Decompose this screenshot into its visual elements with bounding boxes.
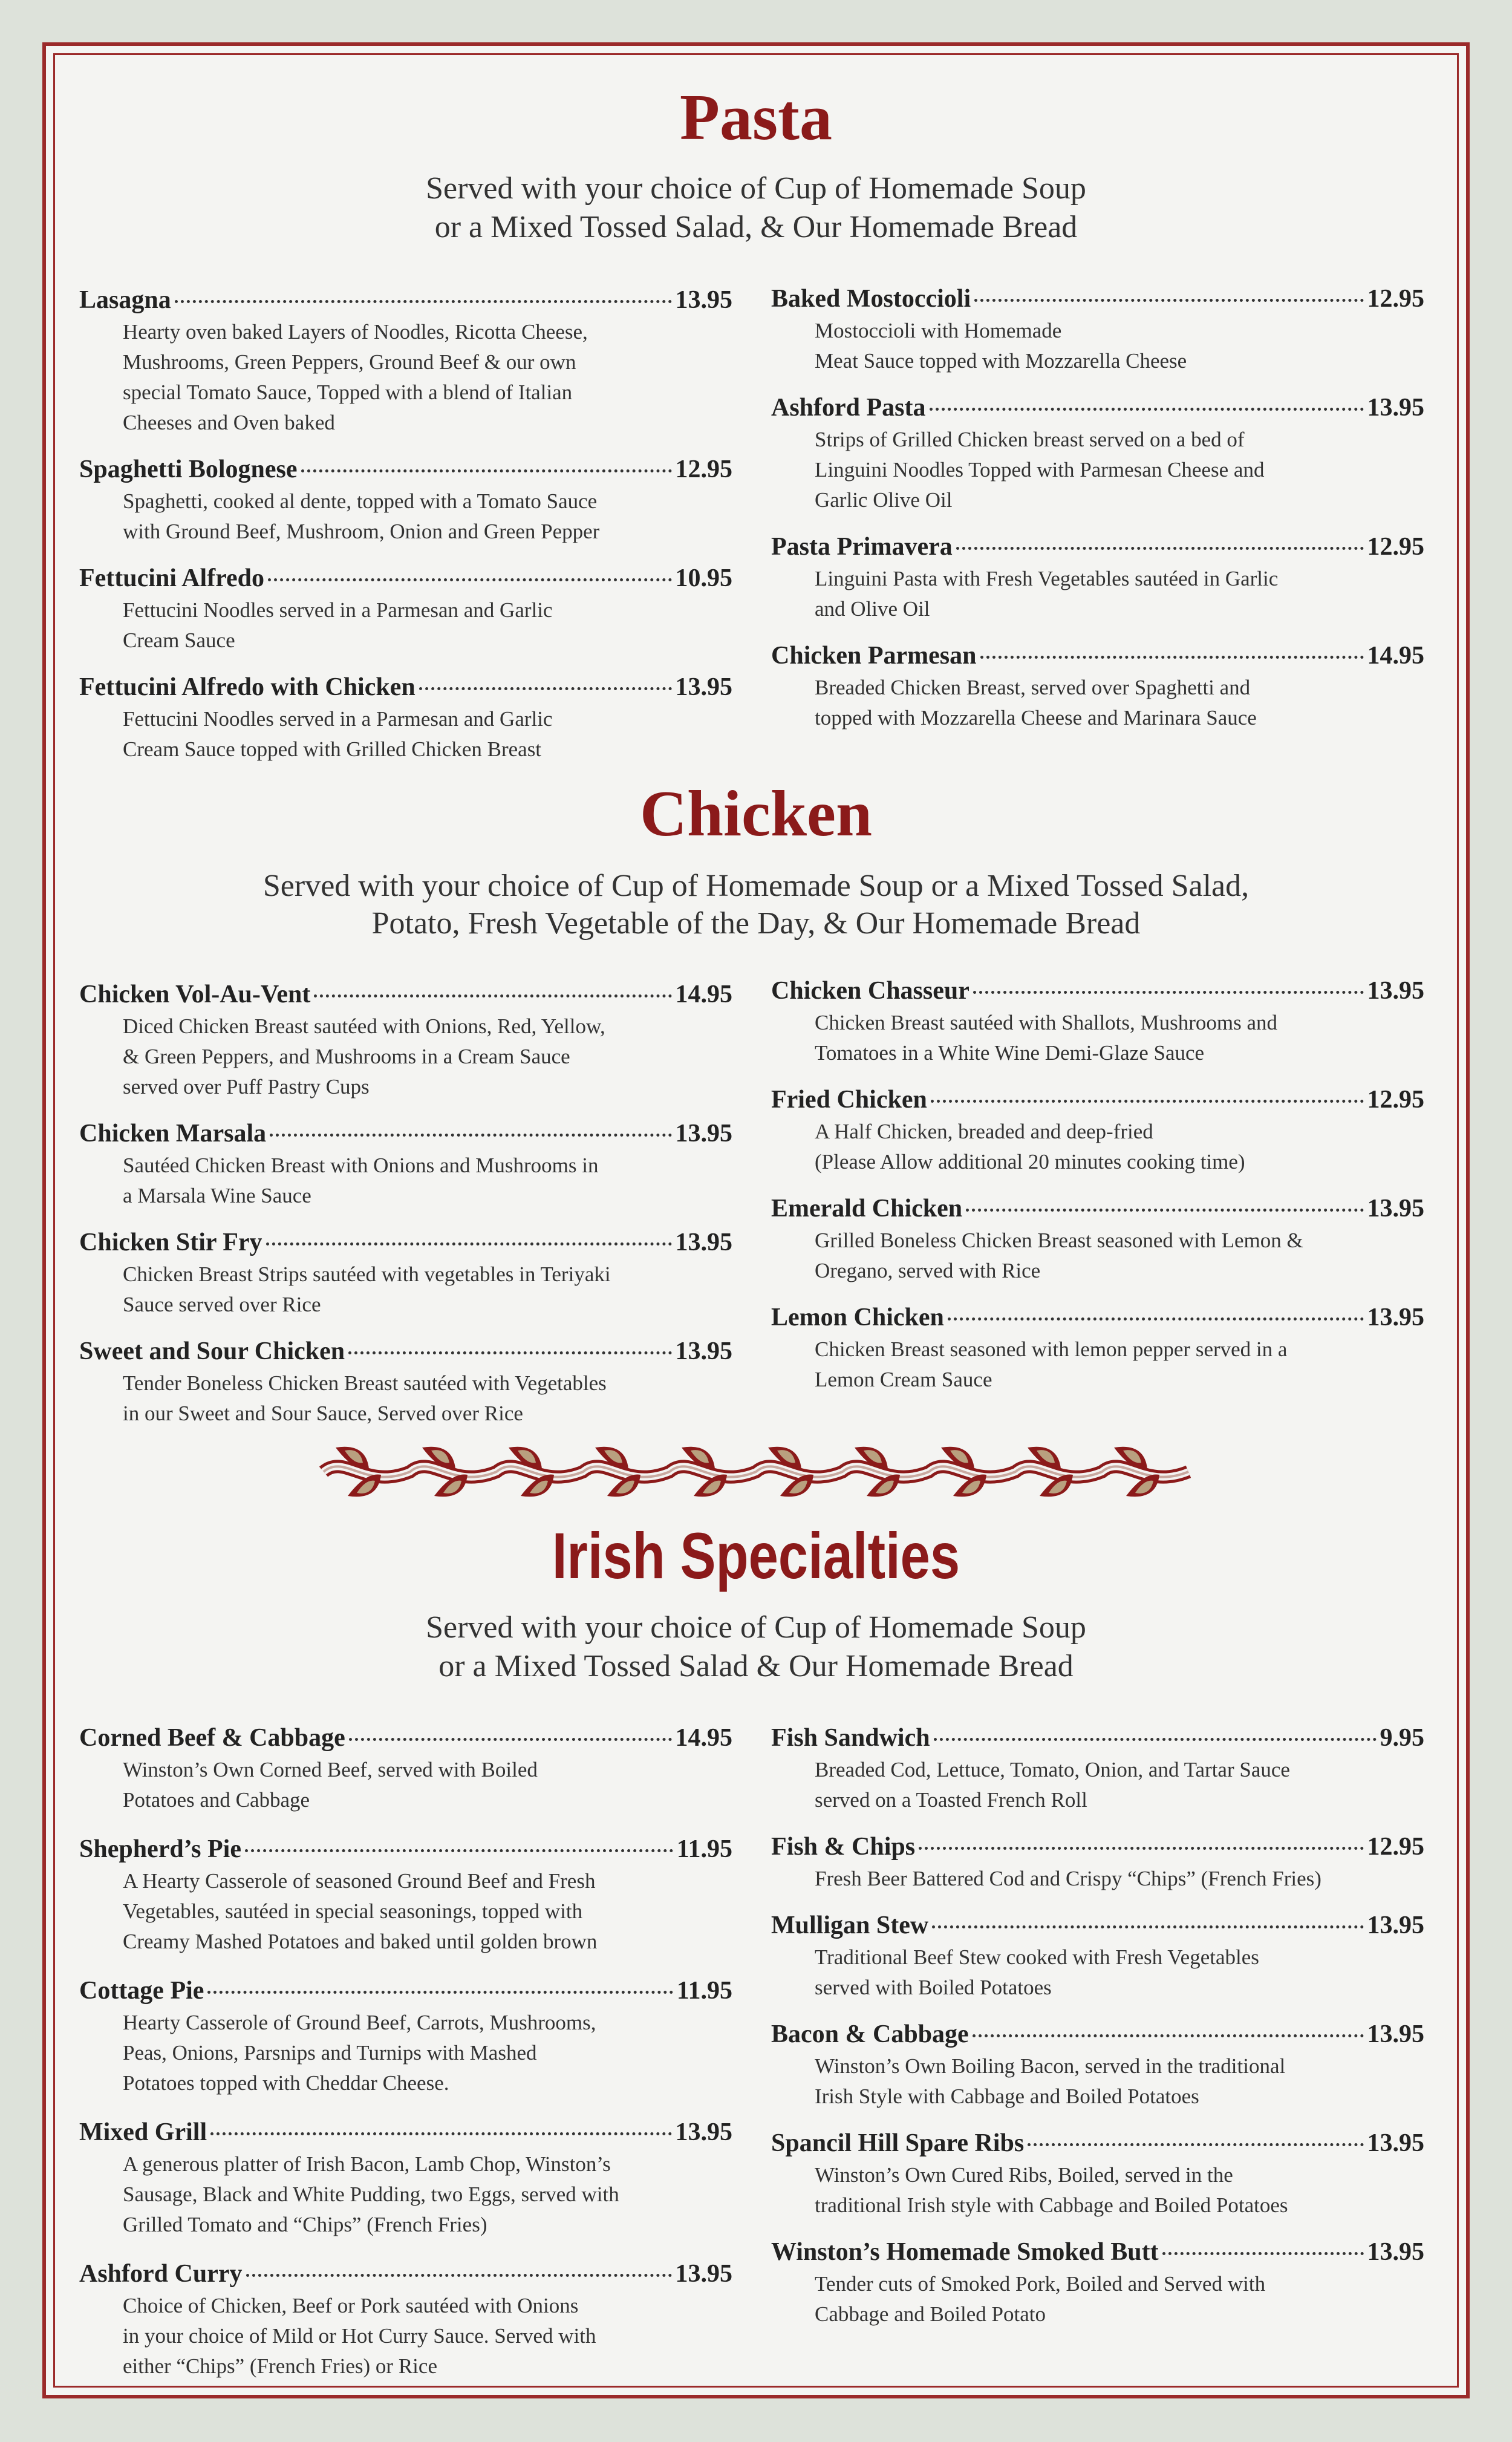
item-name: Chicken Parmesan: [771, 642, 977, 670]
item-description-line: Potatoes topped with Cheddar Cheese.: [123, 2071, 449, 2095]
dot-leader: [245, 1849, 673, 1852]
item-description-line: Mostoccioli with Homemade: [815, 319, 1062, 342]
item-price: 12.95: [1367, 1833, 1424, 1861]
item-description-line: topped with Mozzarella Cheese and Marinara Sauce: [815, 706, 1257, 730]
menu-item: [771, 2235, 1424, 2329]
item-description-line: (Please Allow additional 20 minutes cooking time): [815, 1150, 1245, 1174]
dot-leader: [349, 1738, 672, 1741]
menu-item: [79, 1226, 732, 1320]
item-name: Winston’s Homemade Smoked Butt: [771, 2238, 1159, 2266]
item-description-line: Potatoes and Cabbage: [123, 1788, 310, 1812]
item-price: 12.95: [1367, 533, 1424, 561]
item-header: [771, 2126, 1424, 2160]
item-description-line: Meat Sauce topped with Mozzarella Cheese: [815, 349, 1187, 373]
dot-leader: [980, 656, 1364, 659]
dot-leader: [966, 1209, 1363, 1212]
item-description-line: Oregano, served with Rice: [815, 1259, 1041, 1282]
item-description-line: served with Boiled Potatoes: [815, 1976, 1052, 1999]
item-description-line: Winston’s Own Cured Ribs, Boiled, served in the: [815, 2163, 1233, 2187]
dot-leader: [934, 1738, 1377, 1741]
item-description-line: Sausage, Black and White Pudding, two Eggs, served with: [123, 2182, 619, 2206]
section-title: Pasta: [680, 82, 832, 154]
item-name: Lemon Chicken: [771, 1304, 944, 1331]
dot-leader: [948, 1317, 1364, 1321]
item-description-line: Vegetables, sautéed in special seasonings, topped with: [123, 1899, 583, 1923]
item-header: [79, 1226, 732, 1259]
section-subtitle: or a Mixed Tossed Salad & Our Homemade Bread: [438, 1649, 1074, 1683]
item-description-line: Breaded Chicken Breast, served over Spaghetti and: [815, 676, 1251, 699]
item-price: 13.95: [675, 2118, 732, 2146]
item-name: Lasagna: [79, 286, 171, 314]
item-price: 13.95: [675, 2260, 732, 2288]
menu-item: [771, 391, 1424, 515]
item-header: [79, 1832, 732, 1866]
menu-item: [771, 2126, 1424, 2221]
section-title: Chicken: [639, 778, 873, 850]
item-name: Fettucini Alfredo with Chicken: [79, 673, 415, 701]
item-name: Spancil Hill Spare Ribs: [771, 2129, 1025, 2157]
item-name: Fettucini Alfredo: [79, 564, 265, 592]
item-price: 11.95: [676, 1835, 732, 1863]
menu-item: [771, 1830, 1424, 1894]
menu-item: [771, 1908, 1424, 2003]
item-description-line: A Half Chicken, breaded and deep-fried: [815, 1120, 1153, 1143]
right-column: [771, 974, 1424, 1409]
dot-leader: [301, 469, 672, 472]
item-description-line: Chicken Breast sautéed with Shallots, Mushrooms and: [815, 1011, 1278, 1034]
menu-item: [79, 670, 732, 765]
item-header: [771, 530, 1424, 564]
item-description-line: Irish Style with Cabbage and Boiled Potatoes: [815, 2085, 1199, 2108]
item-price: 13.95: [675, 673, 732, 701]
menu-item: [771, 530, 1424, 624]
item-header: [771, 1083, 1424, 1117]
dot-leader: [270, 1134, 671, 1137]
item-description-line: Grilled Tomato and “Chips” (French Fries): [123, 2213, 487, 2236]
item-header: [79, 2115, 732, 2149]
item-price: 11.95: [676, 1977, 732, 2005]
item-description-line: Fettucini Noodles served in a Parmesan and Garlic: [123, 707, 553, 731]
item-description-line: Diced Chicken Breast sautéed with Onions, Red, Yellow,: [123, 1014, 605, 1038]
item-header: [771, 391, 1424, 425]
section-subtitle: Served with your choice of Cup of Homemade Soup: [426, 1610, 1086, 1645]
item-description-line: in your choice of Mild or Hot Curry Sauce. Served with: [123, 2324, 596, 2348]
item-description-line: either “Chips” (French Fries) or Rice: [123, 2354, 437, 2378]
menu-item: [79, 2257, 732, 2382]
item-header: [79, 452, 732, 486]
item-price: 13.95: [1367, 2020, 1424, 2048]
menu-item: [79, 1832, 732, 1957]
item-description-line: Garlic Olive Oil: [815, 488, 953, 512]
right-column: [771, 1721, 1424, 2344]
item-price: 14.95: [1367, 642, 1424, 670]
dot-leader: [930, 408, 1364, 411]
section-title: Irish Specialties: [552, 1519, 960, 1592]
menu-item: [79, 978, 732, 1102]
menu-item: [771, 1192, 1424, 1286]
item-name: Fish & Chips: [771, 1833, 916, 1861]
item-header: [79, 1721, 732, 1755]
item-price: 13.95: [675, 286, 732, 314]
item-name: Chicken Marsala: [79, 1120, 267, 1148]
dot-leader: [974, 299, 1363, 302]
item-price: 9.95: [1380, 1724, 1424, 1752]
item-name: Ashford Curry: [79, 2260, 243, 2288]
item-description-line: Fettucini Noodles served in a Parmesan and Garlic: [123, 598, 553, 622]
item-name: Spaghetti Bolognese: [79, 455, 298, 483]
item-description-line: Fresh Beer Battered Cod and Crispy “Chips” (French Fries): [815, 1867, 1321, 1890]
item-name: Chicken Chasseur: [771, 977, 969, 1005]
item-price: 13.95: [675, 1337, 732, 1365]
item-description-line: Lemon Cream Sauce: [815, 1368, 992, 1391]
dot-leader: [419, 687, 672, 690]
section-subtitle: or a Mixed Tossed Salad, & Our Homemade Bread: [434, 210, 1078, 244]
section-subtitle: Served with your choice of Cup of Homemade Soup or a Mixed Tossed Salad,: [262, 869, 1250, 903]
item-description-line: Chicken Breast Strips sautéed with vegetables in Teriyaki: [123, 1262, 611, 1286]
item-description-line: Hearty oven baked Layers of Noodles, Ricotta Cheese,: [123, 320, 588, 344]
item-name: Bacon & Cabbage: [771, 2020, 969, 2048]
item-description-line: & Green Peppers, and Mushrooms in a Cream Sauce: [123, 1045, 570, 1068]
item-description-line: served over Puff Pastry Cups: [123, 1075, 370, 1099]
item-description-line: Sauce served over Rice: [123, 1293, 321, 1316]
item-price: 13.95: [1367, 1195, 1424, 1223]
item-description-line: Cabbage and Boiled Potato: [815, 2302, 1046, 2326]
item-name: Chicken Stir Fry: [79, 1229, 262, 1256]
item-description-line: Hearty Casserole of Ground Beef, Carrots, Mushrooms,: [123, 2011, 596, 2034]
item-header: [771, 639, 1424, 673]
item-description-line: Cream Sauce topped with Grilled Chicken Breast: [123, 737, 542, 761]
right-column: [771, 282, 1424, 748]
item-header: [771, 1721, 1424, 1755]
item-description-line: traditional Irish style with Cabbage and Boiled Potatoes: [815, 2193, 1288, 2217]
menu-item: [79, 1974, 732, 2098]
section-subtitle: Potato, Fresh Vegetable of the Day, & Our Homemade Bread: [371, 906, 1141, 941]
item-price: 13.95: [1367, 1304, 1424, 1331]
item-price: 13.95: [1367, 2238, 1424, 2266]
item-header: [771, 2235, 1424, 2269]
item-description-line: Chicken Breast seasoned with lemon pepper served in a: [815, 1337, 1288, 1361]
menu-item: [771, 1721, 1424, 1815]
item-name: Mixed Grill: [79, 2118, 207, 2146]
item-header: [79, 670, 732, 704]
dot-leader: [931, 1100, 1364, 1103]
dot-leader: [348, 1351, 671, 1354]
item-description-line: in our Sweet and Sour Sauce, Served over Rice: [123, 1402, 523, 1425]
menu-item: [79, 1117, 732, 1211]
item-header: [79, 561, 732, 595]
item-description-line: Breaded Cod, Lettuce, Tomato, Onion, and Tartar Sauce: [815, 1758, 1290, 1781]
item-header: [79, 978, 732, 1011]
item-header: [771, 1192, 1424, 1226]
item-description-line: Spaghetti, cooked al dente, topped with a Tomato Sauce: [123, 489, 598, 513]
menu-item: [79, 561, 732, 656]
menu-item: [79, 1334, 732, 1429]
item-description-line: Linguini Pasta with Fresh Vegetables sautéed in Garlic: [815, 567, 1279, 590]
left-column: [79, 1721, 732, 2398]
menu-item: [771, 2017, 1424, 2112]
item-description-line: Mushrooms, Green Peppers, Ground Beef & our own: [123, 350, 576, 374]
dot-leader: [956, 547, 1364, 550]
dot-leader: [973, 2034, 1364, 2037]
item-description-line: Winston’s Own Corned Beef, served with Boiled: [123, 1758, 538, 1781]
menu-item: [79, 2115, 732, 2240]
menu-item: [771, 639, 1424, 733]
item-name: Fried Chicken: [771, 1086, 927, 1114]
dot-leader: [207, 1991, 673, 1994]
item-header: [771, 282, 1424, 316]
item-name: Corned Beef & Cabbage: [79, 1724, 345, 1752]
dot-leader: [932, 1925, 1363, 1928]
item-price: 13.95: [675, 1229, 732, 1256]
dot-leader: [1162, 2252, 1364, 2255]
item-header: [79, 1117, 732, 1151]
item-header: [771, 1908, 1424, 1942]
item-description-line: Creamy Mashed Potatoes and baked until golden brown: [123, 1930, 598, 1953]
item-header: [771, 1830, 1424, 1864]
item-description-line: Traditional Beef Stew cooked with Fresh Vegetables: [815, 1945, 1259, 1969]
item-header: [79, 2257, 732, 2291]
dot-leader: [266, 1242, 672, 1245]
item-price: 13.95: [1367, 1911, 1424, 1939]
item-header: [771, 2017, 1424, 2051]
dot-leader: [268, 578, 671, 581]
item-price: 12.95: [1367, 285, 1424, 313]
item-name: Chicken Vol-Au-Vent: [79, 981, 311, 1008]
section-subtitle: Served with your choice of Cup of Homemade Soup: [426, 171, 1086, 206]
item-header: [79, 283, 732, 317]
item-description-line: Linguini Noodles Topped with Parmesan Cheese and: [815, 458, 1265, 482]
menu-item: [771, 974, 1424, 1068]
item-description-line: served on a Toasted French Roll: [815, 1788, 1087, 1812]
item-description-line: Peas, Onions, Parsnips and Turnips with Mashed: [123, 2041, 537, 2065]
dot-leader: [314, 994, 671, 997]
dot-leader: [973, 991, 1364, 994]
menu-item: [79, 1721, 732, 1815]
item-price: 12.95: [675, 455, 732, 483]
dot-leader: [210, 2132, 671, 2135]
item-description-line: Cream Sauce: [123, 628, 235, 652]
item-header: [771, 1301, 1424, 1334]
item-description-line: Tomatoes in a White Wine Demi-Glaze Sauce: [815, 1041, 1205, 1065]
left-column: [79, 978, 732, 1443]
item-name: Ashford Pasta: [771, 394, 926, 422]
menu-item: [771, 282, 1424, 376]
item-name: Baked Mostoccioli: [771, 285, 971, 313]
dot-leader: [175, 300, 672, 303]
item-description-line: a Marsala Wine Sauce: [123, 1184, 311, 1207]
item-name: Cottage Pie: [79, 1977, 204, 2005]
menu-item: [771, 1301, 1424, 1395]
celtic-knot-divider: [311, 1441, 1204, 1502]
item-description-line: A Hearty Casserole of seasoned Ground Beef and Fresh: [123, 1869, 596, 1893]
item-header: [771, 974, 1424, 1008]
item-price: 14.95: [675, 1724, 732, 1752]
item-description-line: Tender Boneless Chicken Breast sautéed with Vegetables: [123, 1371, 607, 1395]
item-description-line: and Olive Oil: [815, 597, 930, 621]
item-name: Mulligan Stew: [771, 1911, 929, 1939]
item-price: 13.95: [1367, 2129, 1424, 2157]
item-price: 10.95: [675, 564, 732, 592]
item-description-line: A generous platter of Irish Bacon, Lamb Chop, Winston’s: [123, 2152, 611, 2176]
item-description-line: Choice of Chicken, Beef or Pork sautéed with Onions: [123, 2294, 579, 2317]
item-name: Shepherd’s Pie: [79, 1835, 241, 1863]
item-price: 13.95: [1367, 977, 1424, 1005]
item-description-line: with Ground Beef, Mushroom, Onion and Green Pepper: [123, 520, 600, 543]
dot-leader: [1028, 2143, 1363, 2146]
item-header: [79, 1334, 732, 1368]
item-description-line: Strips of Grilled Chicken breast served on a bed of: [815, 428, 1245, 451]
item-description-line: Sautéed Chicken Breast with Onions and Mushrooms in: [123, 1154, 599, 1177]
item-name: Pasta Primavera: [771, 533, 953, 561]
left-column: [79, 283, 732, 779]
item-description-line: Grilled Boneless Chicken Breast seasoned with Lemon &: [815, 1229, 1303, 1252]
item-price: 13.95: [675, 1120, 732, 1148]
item-description-line: Cheeses and Oven baked: [123, 411, 335, 434]
item-header: [79, 1974, 732, 2008]
menu-item: [771, 1083, 1424, 1177]
item-description-line: Winston’s Own Boiling Bacon, served in the traditional: [815, 2054, 1286, 2078]
dot-leader: [246, 2274, 672, 2277]
item-price: 12.95: [1367, 1086, 1424, 1114]
item-name: Emerald Chicken: [771, 1195, 963, 1223]
item-price: 14.95: [675, 981, 732, 1008]
item-name: Fish Sandwich: [771, 1724, 930, 1752]
dot-leader: [919, 1847, 1363, 1850]
item-description-line: Tender cuts of Smoked Pork, Boiled and Served with: [815, 2272, 1266, 2296]
item-price: 13.95: [1367, 394, 1424, 422]
menu-item: [79, 452, 732, 547]
menu-item: [79, 283, 732, 438]
item-name: Sweet and Sour Chicken: [79, 1337, 345, 1365]
item-description-line: special Tomato Sauce, Topped with a blend of Italian: [123, 380, 573, 404]
